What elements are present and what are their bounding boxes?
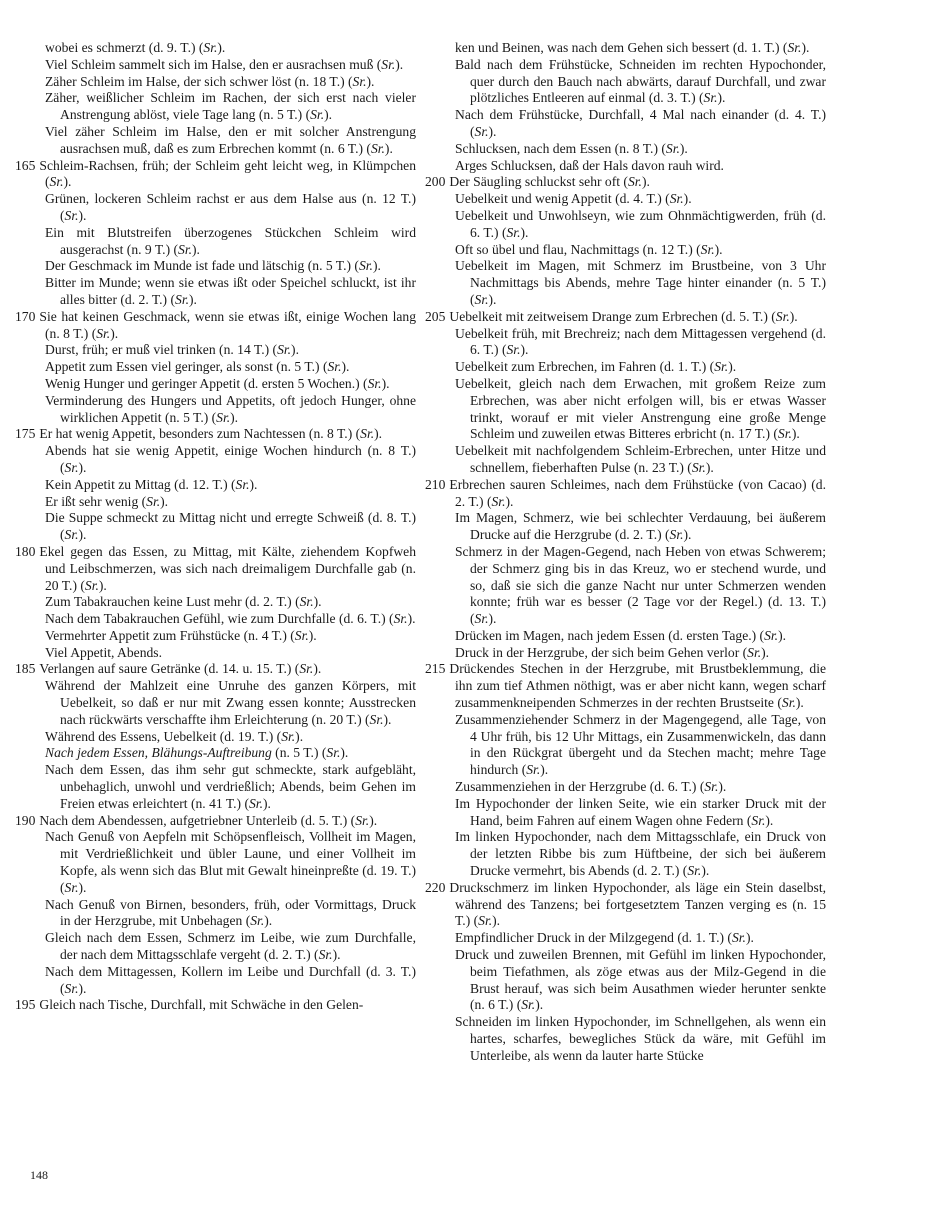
entry-text: Zäher Schleim im Halse, der sich schwer löst (n. 18 T.) (Sr.). — [45, 73, 375, 89]
symptom-entry — [440, 628, 826, 645]
entry-text: ken und Beinen, was nach dem Gehen sich bessert (d. 1. T.) (Sr.). — [455, 40, 810, 55]
entry-number: 210 — [425, 476, 446, 492]
entry-text: Gleich nach dem Essen, Schmerz im Leibe, wie zum Durchfalle, der nach dem Mittagsschlafe vergeht (d. 2. T.) (Sr.). — [45, 930, 416, 963]
symptom-entry — [30, 745, 416, 762]
symptom-entry — [440, 158, 826, 175]
entry-text: Vermehrter Appetit zum Frühstücke (n. 4 T.) (Sr.). — [45, 627, 317, 643]
symptom-entry — [30, 494, 416, 511]
entry-text: Während des Essens, Uebelkeit (d. 19. T.) (Sr.). — [45, 728, 304, 744]
left-column — [15, 40, 416, 1014]
symptom-entry — [425, 661, 826, 711]
symptom-entry — [440, 645, 826, 662]
right-column — [425, 40, 826, 1065]
entry-text: Zusammenziehender Schmerz in der Magengegend, alle Tage, von 4 Uhr früh, bis 12 Uhr Mittags, ein Zusammenwickeln, das dann in den Rückgrat übergeht und da Stechen macht; mehre Tage hindurch (Sr.). — [455, 711, 826, 778]
symptom-entry — [30, 393, 416, 427]
symptom-entry — [15, 308, 416, 343]
entry-text: Druck und zuweilen Brennen, mit Gefühl im linken Hypochonder, beim Tiefathmen, als zöge etwas aus der Milz-Gegend in die Brust herauf, was sich beim Ausathmen wieder herunter senkte (n. 6 T.) (Sr.). — [455, 947, 826, 1013]
entry-number: 195 — [15, 997, 36, 1013]
symptom-entry — [425, 476, 826, 511]
entry-number: 200 — [425, 174, 446, 190]
symptom-entry — [15, 661, 416, 678]
symptom-entry — [15, 997, 416, 1014]
entry-text: Viel Appetit, Abends. — [45, 644, 162, 660]
entry-text: Arges Schlucksen, daß der Hals davon rauh wird. — [455, 157, 724, 173]
symptom-entry — [30, 225, 416, 259]
symptom-entry — [30, 510, 416, 544]
symptom-entry — [440, 510, 826, 544]
entry-number: 215 — [425, 661, 446, 677]
entry-text: wobei es schmerzt (d. 9. T.) (Sr.). — [45, 40, 226, 55]
entry-text: Uebelkeit mit nachfolgendem Schleim-Erbrechen, unter Hitze und schnellem, fieberhaften Pulse (n. 23 T.) (Sr.). — [455, 443, 826, 475]
entry-text: Bitter im Munde; wenn sie etwas ißt oder Speichel schluckt, ist ihr alles bitter (d. 2. T.) (Sr.). — [45, 275, 416, 307]
entry-text: Schlucksen, nach dem Essen (n. 8 T.) (Sr.). — [455, 140, 688, 156]
symptom-entry — [30, 124, 416, 158]
entry-text: Drücken im Magen, nach jedem Essen (d. ersten Tage.) (Sr.). — [455, 627, 786, 643]
symptom-entry — [30, 191, 416, 225]
symptom-entry — [440, 376, 826, 443]
entry-text: Zäher, weißlicher Schleim im Rachen, der sich erst nach vieler Anstrengung ablöst, viele Tage lang (n. 5 T.) (Sr.). — [45, 90, 416, 123]
entry-text: Viel zäher Schleim im Halse, den er mit solcher Anstrengung ausrachsen muß, daß es zum Erbrechen kommt (n. 6 T.) (Sr.). — [45, 123, 416, 156]
symptom-entry — [440, 242, 826, 259]
symptom-entry — [440, 829, 826, 879]
symptom-entry — [440, 359, 826, 376]
entry-text: Druckschmerz im linken Hypochonder, als läge ein Stein daselbst, während des Tanzens; bei fortgesetztem Tanzen verging es (n. 15 T.) (Sr.). — [449, 879, 826, 929]
entry-text: Nach dem Mittagessen, Kollern im Leibe und Durchfall (d. 3. T.) (Sr.). — [45, 963, 416, 996]
entry-number: 185 — [15, 661, 36, 677]
symptom-entry — [440, 191, 826, 208]
symptom-entry — [30, 594, 416, 611]
symptom-entry — [440, 443, 826, 477]
symptom-entry — [440, 208, 826, 242]
entry-text: Die Suppe schmeckt zu Mittag nicht und erregte Schweiß (d. 8. T.) (Sr.). — [45, 510, 416, 543]
entry-text: Nach dem Tabakrauchen Gefühl, wie zum Durchfalle (d. 6. T.) (Sr.). — [45, 611, 416, 627]
entry-text: Schleim-Rachsen, früh; der Schleim geht leicht weg, in Klümpchen (Sr.). — [39, 157, 416, 190]
entry-text: Im linken Hypochonder, nach dem Mittagsschlafe, ein Druck von der letzten Ribbe bis zum Hüftbeine, der sich bei äußerem Drucke vermehrt, bis Abends (d. 2. T.) (Sr.). — [455, 829, 826, 879]
entry-text: Während der Mahlzeit eine Unruhe des ganzen Körpers, mit Uebelkeit, so daß er nur mit Zwang essen konnte; Ausstrecken nach rückwärts verschaffte ihm Erleichterung (n. 20 T.) (Sr.). — [45, 678, 416, 727]
entry-text: Sie hat keinen Geschmack, wenn sie etwas ißt, einige Wochen lang (n. 8 T.) (Sr.). — [39, 308, 416, 341]
symptom-entry — [30, 57, 416, 74]
symptom-entry — [440, 930, 826, 947]
entry-text: Erbrechen sauren Schleimes, nach dem Frühstücke (von Cacao) (d. 2. T.) (Sr.). — [449, 476, 826, 509]
symptom-entry — [15, 157, 416, 192]
entry-text: Abends hat sie wenig Appetit, einige Wochen hindurch (n. 8 T.) (Sr.). — [45, 443, 416, 475]
symptom-entry — [30, 628, 416, 645]
symptom-entry — [30, 275, 416, 309]
entry-text: Zusammenziehen in der Herzgrube (d. 6. T.) (Sr.). — [455, 779, 727, 795]
symptom-entry — [425, 879, 826, 930]
symptom-entry — [30, 762, 416, 812]
symptom-entry — [440, 258, 826, 308]
entry-text: Uebelkeit im Magen, mit Schmerz im Brustbeine, von 3 Uhr Nachmittags bis Abends, mehre Tage hinter einander (n. 5 T.) (Sr.). — [455, 258, 826, 307]
entry-text: Grünen, lockeren Schleim rachst er aus dem Halse aus (n. 12 T.) (Sr.). — [45, 191, 416, 223]
symptom-entry — [30, 359, 416, 376]
entry-text: Uebelkeit zum Erbrechen, im Fahren (d. 1. T.) (Sr.). — [455, 359, 737, 375]
entry-text: Appetit zum Essen viel geringer, als sonst (n. 5 T.) (Sr.). — [45, 359, 350, 375]
entry-text: Uebelkeit mit zeitweisem Drange zum Erbrechen (d. 5. T.) (Sr.). — [449, 308, 798, 324]
symptom-entry — [30, 678, 416, 728]
symptom-entry — [30, 829, 416, 896]
symptom-entry — [440, 544, 826, 628]
entry-text: Uebelkeit, gleich nach dem Erwachen, mit großem Reize zum Erbrechen, was aber nicht erfolgen will, bis er etwas Wasser trinkt, worauf er mit vieler Anstrengung eine große Menge Schleim und zuweilen etwas Bitteres erbricht (n. 17 T.) (Sr.). — [455, 375, 826, 442]
symptom-entry — [30, 258, 416, 275]
symptom-entry — [440, 947, 826, 1014]
entry-text: Uebelkeit und Unwohlseyn, wie zum Ohnmächtigwerden, früh (d. 6. T.) (Sr.). — [455, 207, 826, 240]
symptom-entry — [440, 1014, 826, 1064]
symptom-entry — [30, 477, 416, 494]
symptom-entry — [30, 964, 416, 998]
symptom-entry — [440, 796, 826, 830]
symptom-entry — [440, 40, 826, 57]
symptom-entry — [30, 645, 416, 662]
entry-text: Wenig Hunger und geringer Appetit (d. ersten 5 Wochen.) (Sr.). — [45, 375, 390, 391]
entry-text: Drückendes Stechen in der Herzgrube, mit Brustbeklemmung, die ihn zum tief Athmen nöthigt, was er aber nicht kann, wegen scharf zusammenkneipenden Schmerzes in der rechten Brustseite (Sr.). — [449, 661, 826, 711]
entry-text: Nach dem Abendessen, aufgetriebner Unterleib (d. 5. T.) (Sr.). — [39, 812, 378, 828]
entry-text: Nach dem Essen, das ihm sehr gut schmeckte, stark aufgebläht, unbehaglich, unwohl und verdrießlich; Abends, beim Gehen im Freien etwas erleichtert (n. 41 T.) (Sr.). — [45, 762, 416, 811]
entry-number: 205 — [425, 308, 446, 324]
entry-text: Im Magen, Schmerz, wie bei schlechter Verdauung, bei äußerem Drucke auf die Herzgrube (d. 2. T.) (Sr.). — [455, 510, 826, 543]
entry-text: Uebelkeit und wenig Appetit (d. 4. T.) (Sr.). — [455, 191, 692, 207]
entry-text: Uebelkeit früh, mit Brechreiz; nach dem Mittagessen vergehend (d. 6. T.) (Sr.). — [455, 325, 826, 358]
entry-text: Verminderung des Hungers und Appetits, oft jedoch Hunger, ohne wirklichen Appetit (n. 5 T.) (Sr.). — [45, 392, 416, 425]
symptom-entry — [30, 40, 416, 57]
entry-text: Empfindlicher Druck in der Milzgegend (d. 1. T.) (Sr.). — [455, 930, 754, 946]
symptom-entry — [425, 308, 826, 326]
entry-text: Nach Genuß von Aepfeln mit Schöpsenfleisch, Vollheit im Magen, mit Verdrießlichkeit und übler Laune, und einer Vollheit im Kopfe, als wenn sich das Blut mit Gewalt hineinpreßte (d. 19. T.) (Sr.). — [45, 829, 416, 895]
entry-number: 190 — [15, 812, 36, 828]
symptom-entry — [30, 729, 416, 746]
symptom-entry — [30, 74, 416, 91]
entry-text: Kein Appetit zu Mittag (d. 12. T.) (Sr.). — [45, 476, 258, 492]
entry-text: Schmerz in der Magen-Gegend, nach Heben von etwas Schwerem; der Schmerz ging bis in das Kreuz, wo er stechend wurde, und so, daß sie sich die ganze Nacht nur unter Schmerzen wenden konnte; früh war es besser (2 Tage vor der Regel.) (d. 13. T.) (Sr.). — [455, 543, 826, 627]
entry-text: Oft so übel und flau, Nachmittags (n. 12 T.) (Sr.). — [455, 241, 723, 257]
symptom-entry — [30, 930, 416, 964]
entry-text: Verlangen auf saure Getränke (d. 14. u. 15. T.) (Sr.). — [39, 661, 322, 677]
entry-text: Der Geschmack im Munde ist fade und lätschig (n. 5 T.) (Sr.). — [45, 258, 381, 274]
entry-text: Durst, früh; er muß viel trinken (n. 14 T.) (Sr.). — [45, 342, 299, 358]
entry-number: 180 — [15, 543, 36, 559]
entry-text: Gleich nach Tische, Durchfall, mit Schwäche in den Gelen- — [39, 997, 364, 1013]
entry-text: Schneiden im linken Hypochonder, im Schnellgehen, als wenn ein hartes, scharfes, bewegliches Stück da wäre, mit Gefühl im Unterleibe, als wenn da lauter harte Stücke — [455, 1014, 826, 1063]
symptom-entry — [440, 712, 826, 779]
symptom-entry — [30, 90, 416, 124]
symptom-entry — [30, 376, 416, 393]
entry-text: Der Säugling schluckst sehr oft (Sr.). — [449, 174, 650, 190]
entry-number: 165 — [15, 157, 36, 173]
symptom-entry — [30, 611, 416, 628]
entry-text: Bald nach dem Frühstücke, Schneiden im rechten Hypochonder, quer durch den Bauch nach abwärts, darauf Durchfall, und zwar plötzliches Entleeren auf einmal (d. 3. T.) (Sr.). — [455, 56, 826, 106]
symptom-entry — [440, 107, 826, 141]
symptom-entry — [15, 812, 416, 830]
entry-number: 170 — [15, 308, 36, 324]
symptom-entry — [425, 174, 826, 191]
symptom-entry — [440, 141, 826, 158]
symptom-entry — [440, 779, 826, 796]
symptom-entry — [440, 57, 826, 107]
symptom-entry — [15, 426, 416, 443]
entry-text: Ekel gegen das Essen, zu Mittag, mit Kälte, ziehendem Kopfweh und Leibschmerzen, was sich nach dreimaligem Durchfalle gab (n. 20 T.) (Sr.). — [39, 543, 416, 593]
symptom-entry — [30, 342, 416, 359]
symptom-entry — [15, 543, 416, 594]
entry-text: Druck in der Herzgrube, der sich beim Gehen verlor (Sr.). — [455, 644, 770, 660]
entry-text: Im Hypochonder der linken Seite, wie ein starker Druck mit der Hand, beim Fahren auf einem Wagen ohne Federn (Sr.). — [455, 795, 826, 828]
symptom-entry — [30, 897, 416, 931]
entry-text: Nach dem Frühstücke, Durchfall, 4 Mal nach einander (d. 4. T.) (Sr.). — [455, 107, 826, 139]
entry-number: 220 — [425, 879, 446, 895]
entry-text: Viel Schleim sammelt sich im Halse, den er ausrachsen muß (Sr.). — [45, 56, 404, 72]
entry-text: Nach Genuß von Birnen, besonders, früh, oder Vormittags, Druck in der Herzgrube, mit Unbehagen (Sr.). — [45, 896, 416, 929]
page-number: 148 — [30, 1168, 48, 1182]
entry-text: Nach jedem Essen, Blähungs-Auftreibung (n. 5 T.) (Sr.). — [45, 745, 349, 761]
entry-text: Ein mit Blutstreifen überzogenes Stückchen Schleim wird ausgerachst (n. 9 T.) (Sr.). — [45, 224, 416, 257]
entry-text: Er hat wenig Appetit, besonders zum Nachtessen (n. 8 T.) (Sr.). — [39, 426, 383, 442]
entry-text: Zum Tabakrauchen keine Lust mehr (d. 2. T.) (Sr.). — [45, 594, 322, 610]
symptom-entry — [30, 443, 416, 477]
symptom-entry — [440, 326, 826, 360]
entry-number: 175 — [15, 426, 36, 442]
entry-text: Er ißt sehr wenig (Sr.). — [45, 493, 169, 509]
